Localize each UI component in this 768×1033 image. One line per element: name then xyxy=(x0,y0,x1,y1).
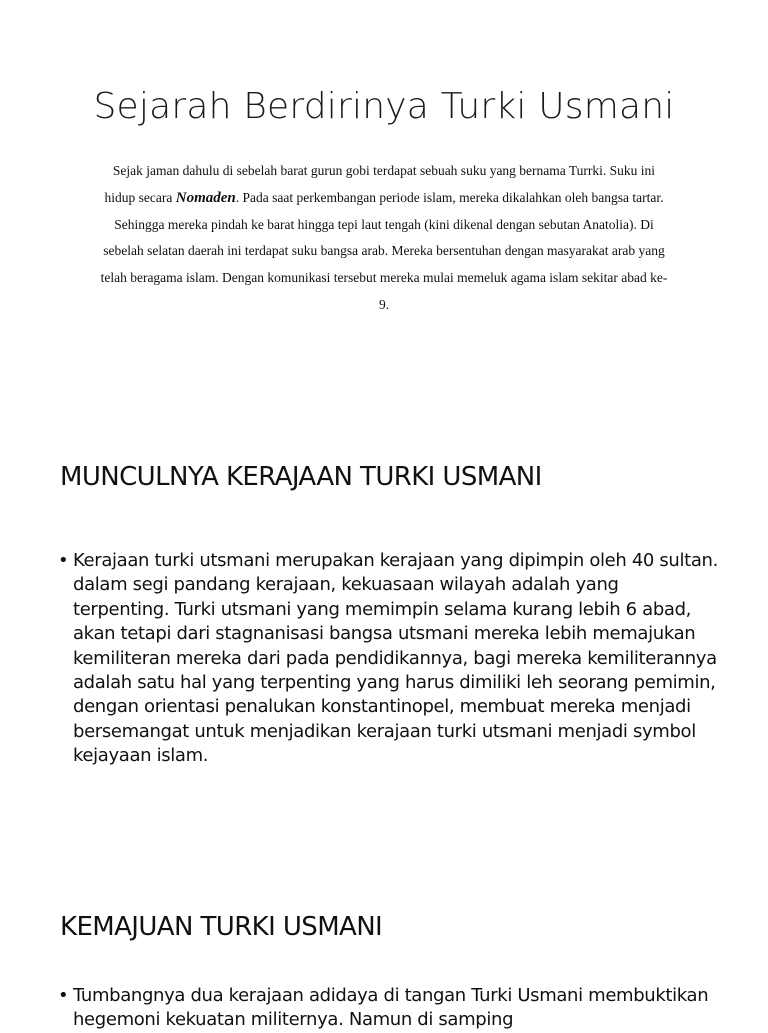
slide-title: Sejarah Berdirinya Turki Usmani xyxy=(93,86,675,127)
intro-text-after: . Pada saat perkembangan periode islam, mereka dikalahkan oleh bangsa tartar. Sehingga mereka pindah ke barat hingga tepi laut tengah (kini dikenal dengan sebutan Anatolia). Di sebelah selatan daerah ini terdapat suku bangsa arab. Mereka bersentuhan dengan masyarakat arab yang telah beragama islam. Dengan komunikasi tersebut mereka mulai memeluk agama islam sekitar abad ke-9. xyxy=(100,189,668,312)
section-heading-munculnya: MUNCULNYA KERAJAAN TURKI USMANI xyxy=(60,462,542,492)
bullet-text-munculnya: Kerajaan turki utsmani merupakan kerajaan yang dipimpin oleh 40 sultan. dalam segi pandang kerajaan, kekuasaan wilayah adalah yang terpenting. Turki utsmani yang memimpin selama kurang lebih 6 abad, akan tetapi dari stagnanisasi bangsa utsmani mereka lebih memajukan kemiliteran mereka dari pada pendidikannya, bagi mereka kemiliterannya adalah satu hal yang terpenting yang harus dimiliki leh seorang pemimin, dengan orientasi penalukan konstantinopel, membuat mereka menjadi bersemangat untuk menjadikan kerajaan turki utsmani menjadi symbol kejayaan islam. xyxy=(73,550,718,767)
section-heading-kemajuan: KEMAJUAN TURKI USMANI xyxy=(60,912,383,942)
bullet-text-kemajuan: Tumbangnya dua kerajaan adidaya di tangan Turki Usmani membuktikan hegemoni kekuatan militernya. Namun di samping xyxy=(73,985,709,1031)
bullet-dot: • xyxy=(58,550,69,571)
intro-paragraph xyxy=(96,158,672,319)
bullet-item-kemajuan xyxy=(58,984,718,1033)
intro-emphasis-nomaden: Nomaden xyxy=(175,189,236,206)
intro-text-before: Sejak jaman dahulu di sebelah barat gurun gobi terdapat sebuah suku yang bernama Turrki. Suku ini hidup secara xyxy=(104,163,656,205)
bullet-dot: • xyxy=(58,985,69,1006)
bullet-item-munculnya xyxy=(58,549,718,769)
